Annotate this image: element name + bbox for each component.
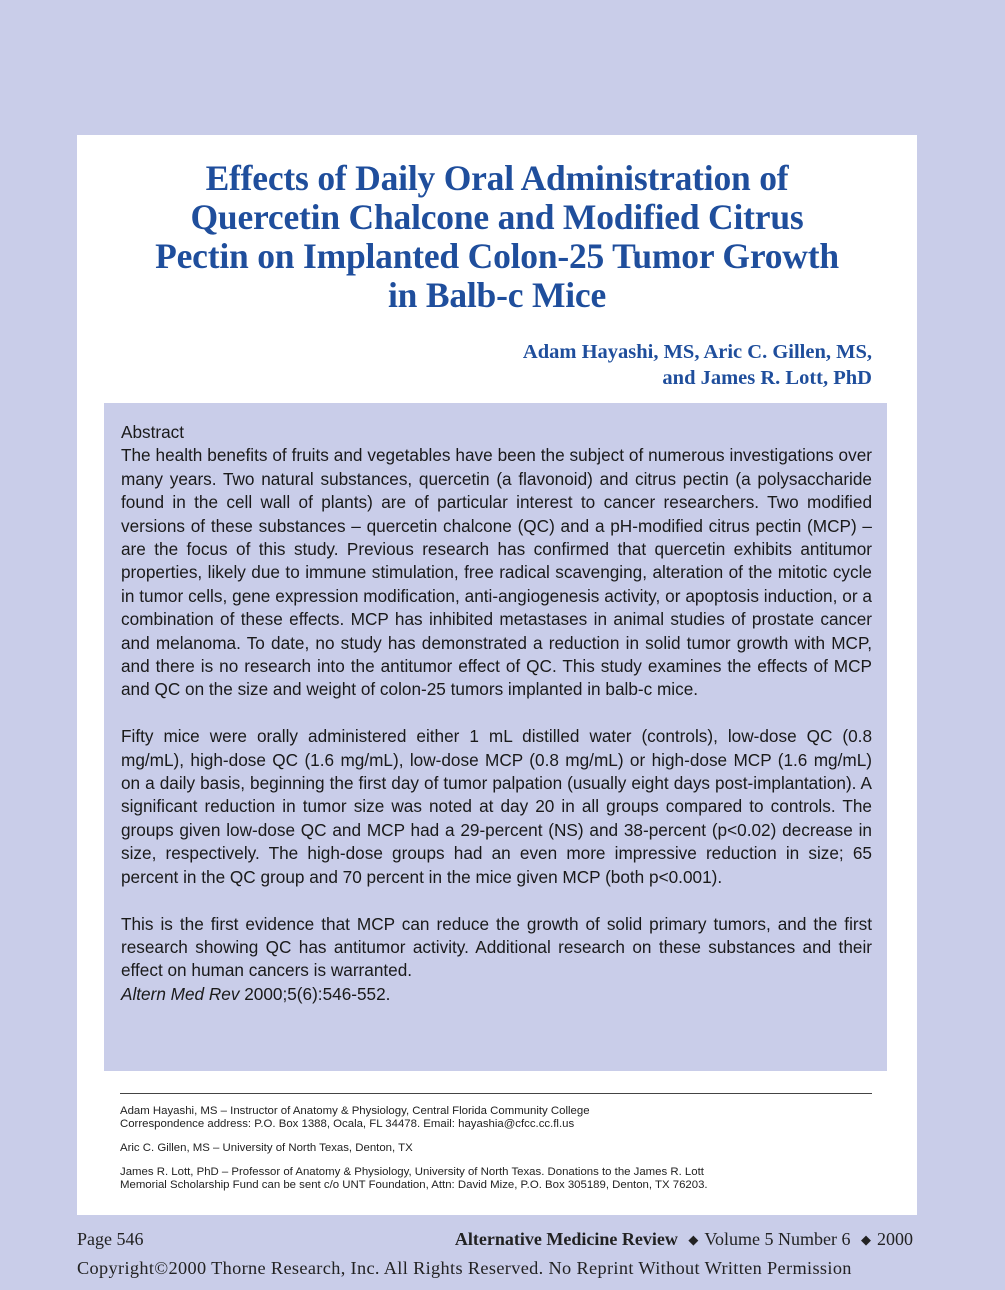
page-number: Page 546	[77, 1229, 144, 1249]
title-line: Pectin on Implanted Colon-25 Tumor Growth	[155, 236, 839, 276]
footnote-line: Correspondence address: P.O. Box 1388, Ocala, FL 34478. Email: hayashia@cfcc.cc.fl.us	[120, 1118, 575, 1130]
page-footer	[77, 1229, 913, 1251]
author-list	[523, 339, 872, 391]
article-page	[77, 135, 917, 1215]
title-line: Quercetin Chalcone and Modified Citrus	[190, 197, 804, 237]
author-footnotes	[120, 1105, 872, 1203]
journal-info	[455, 1229, 913, 1250]
abstract-box	[104, 403, 887, 1071]
diamond-icon: ◆	[861, 1232, 871, 1247]
footnote-lott	[120, 1166, 872, 1192]
journal-name: Alternative Medicine Review	[454, 1229, 678, 1249]
citation-details: 2000;5(6):546-552.	[239, 983, 391, 1004]
footnote-line: Memorial Scholarship Fund can be sent c/o UNT Foundation, Attn: David Mize, P.O. Box 305189, Denton, TX 76203.	[120, 1179, 708, 1191]
diamond-icon: ◆	[688, 1232, 699, 1247]
title-line: Effects of Daily Oral Administration of	[205, 158, 789, 198]
title-line: in Balb-c Mice	[387, 275, 607, 315]
journal-year: 2000	[877, 1229, 913, 1249]
copyright-notice: Copyright©2000 Thorne Research, Inc. All Rights Reserved. No Reprint Without Written Permission	[77, 1258, 852, 1278]
abstract-paragraph: Fifty mice were orally administered either 1 mL distilled water (controls), low-dose QC (0.8 mg/mL), high-dose QC (1.6 mg/mL), low-dose MCP (0.8 mg/mL) or high-dose MCP (1.6 mg/mL) on a daily basis, beginning the first day of tumor palpation (usually eight days post-implantation). A significant reduction in tumor size was noted at day 20 in all groups compared to controls. The groups given low-dose QC and MCP had a 29-percent (NS) and 38-percent (p<0.02) decrease in size, respectively. The high-dose groups had an even more impressive reduction in size; 65 percent in the QC group and 70 percent in the mice given MCP (both p<0.001).	[121, 726, 872, 887]
abstract-paragraph: The health benefits of fruits and vegetables have been the subject of numerous investigations over many years. Two natural substances, quercetin (a flavonoid) and citrus pectin (a polysaccharide found in the cell wall of plants) are of particular interest to cancer researchers. Two modified versions of these substances – quercetin chalcone (QC) and a pH-modified citrus pectin (MCP) – are the focus of this study. Previous research has confirmed that quercetin exhibits antitumor properties, likely due to immune stimulation, free radical scavenging, alteration of the mitotic cycle in tumor cells, gene expression modification, anti-angiogenesis activity, or apoptosis induction, or a combination of these effects. MCP has inhibited metastases in animal studies of prostate cancer and melanoma. To date, no study has demonstrated a reduction in solid tumor growth with MCP, and there is no research into the antitumor effect of QC. This study examines the effects of MCP and QC on the size and weight of colon-25 tumors implanted in balb-c mice.	[121, 445, 872, 700]
citation-journal: Altern Med Rev	[121, 983, 240, 1004]
author-line: Adam Hayashi, MS, Aric C. Gillen, MS,	[522, 341, 872, 363]
abstract-citation	[121, 983, 872, 1006]
article-title	[77, 159, 917, 315]
author-line: and James R. Lott, PhD	[662, 367, 872, 389]
footnote-gillen	[120, 1142, 872, 1155]
abstract-paragraph: This is the first evidence that MCP can reduce the growth of solid primary tumors, and the first research showing QC has antitumor activity. Additional research on these substances and their effect on human cancers is warranted.	[121, 913, 872, 981]
footnote-divider	[120, 1093, 872, 1094]
footnote-line: Adam Hayashi, MS – Instructor of Anatomy & Physiology, Central Florida Community College	[120, 1105, 590, 1117]
footnote-line: Aric C. Gillen, MS – University of North Texas, Denton, TX	[120, 1142, 413, 1154]
abstract-heading: Abstract	[121, 422, 185, 442]
volume-info: Volume 5 Number 6	[704, 1229, 851, 1249]
footnote-hayashi	[120, 1105, 872, 1131]
footnote-line: James R. Lott, PhD – Professor of Anatomy & Physiology, University of North Texas. Donations to the James R. Lott	[120, 1166, 704, 1178]
abstract-content	[121, 421, 872, 1006]
